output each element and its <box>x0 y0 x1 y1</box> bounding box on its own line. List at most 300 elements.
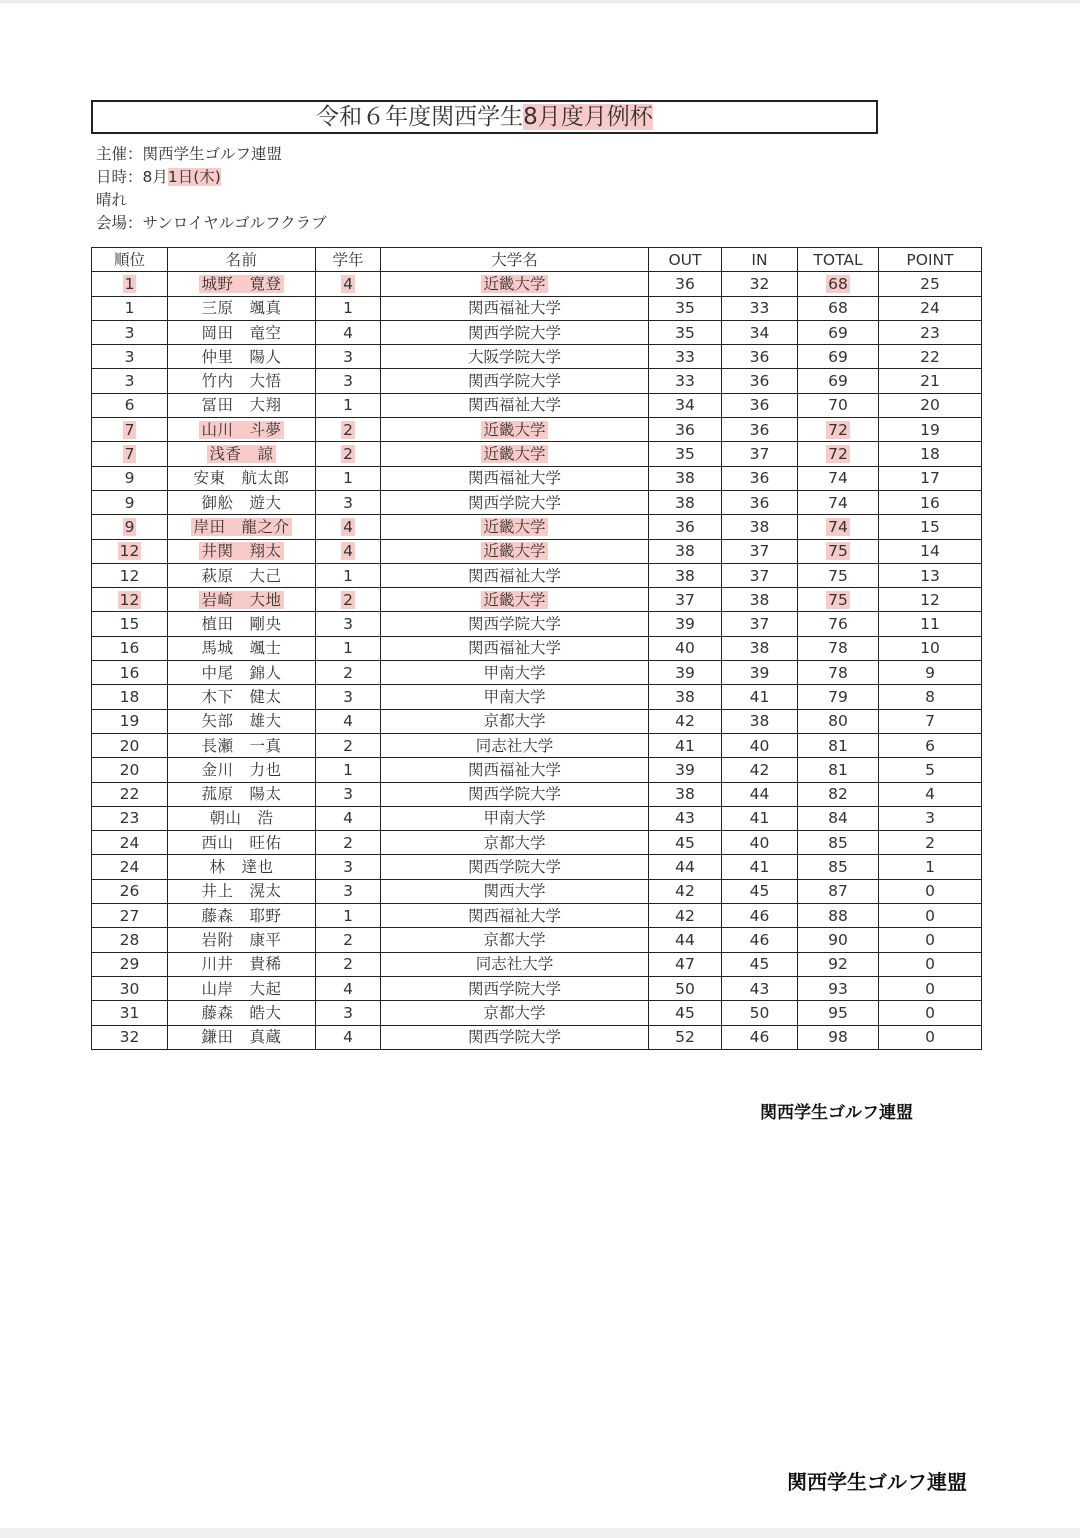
cell-rank-text: 3 <box>124 347 135 366</box>
cell-university <box>381 296 649 320</box>
cell-point-text: 0 <box>925 1028 935 1047</box>
header-total: TOTAL <box>798 248 879 272</box>
table-row <box>92 1001 982 1025</box>
cell-out-text: 50 <box>675 979 695 998</box>
cell-grade-text: 4 <box>343 1028 353 1047</box>
cell-out-text: 38 <box>675 469 695 488</box>
cell-grade <box>316 466 381 490</box>
cell-point <box>879 539 982 563</box>
cell-total-text: 70 <box>828 396 848 415</box>
cell-rank <box>92 904 168 928</box>
cell-out-text: 36 <box>675 517 695 536</box>
cell-name <box>168 782 316 806</box>
cell-out-text: 47 <box>675 955 695 974</box>
cell-rank <box>92 490 168 514</box>
cell-total-text: 82 <box>828 785 848 804</box>
cell-point <box>879 515 982 539</box>
cell-out <box>649 588 722 612</box>
cell-university-text: 関西学院大学 <box>467 979 561 998</box>
cell-point-text: 0 <box>925 979 935 998</box>
cell-grade-text: 2 <box>343 955 353 974</box>
cell-in-text: 36 <box>749 372 770 391</box>
cell-rank-text: 12 <box>119 542 140 561</box>
table-row <box>92 782 982 806</box>
table-row <box>92 272 982 296</box>
cell-name-text: 三原 颯真 <box>201 299 282 318</box>
cell-grade-text: 3 <box>343 858 353 877</box>
cell-name <box>168 466 316 490</box>
cell-university <box>381 928 649 952</box>
cell-name <box>168 490 316 514</box>
cell-rank <box>92 782 168 806</box>
cell-out <box>649 904 722 928</box>
cell-out-text: 36 <box>675 420 695 439</box>
cell-name <box>168 806 316 830</box>
table-row <box>92 661 982 685</box>
cell-total <box>798 831 879 855</box>
cell-point-text: 20 <box>920 396 940 415</box>
cell-total-text: 95 <box>828 1003 848 1022</box>
cell-name-text: 馬城 颯士 <box>201 639 282 658</box>
cell-rank <box>92 758 168 782</box>
cell-grade-text: 2 <box>343 663 353 682</box>
cell-point <box>879 1025 982 1049</box>
cell-total-text: 74 <box>828 493 848 512</box>
cell-in <box>722 272 798 296</box>
cell-total-text: 93 <box>828 979 848 998</box>
cell-total <box>798 636 879 660</box>
cell-in <box>722 904 798 928</box>
cell-grade-text: 1 <box>343 760 353 779</box>
cell-point <box>879 976 982 1000</box>
cell-total <box>798 928 879 952</box>
cell-in-text: 45 <box>749 882 770 901</box>
header-out: OUT <box>649 248 722 272</box>
cell-total-text: 75 <box>828 542 848 561</box>
cell-grade-text: 3 <box>343 615 353 634</box>
cell-university <box>381 539 649 563</box>
cell-name-text: 冨田 大翔 <box>201 396 282 415</box>
cell-in-text: 33 <box>749 299 770 318</box>
cell-point-text: 12 <box>920 590 940 609</box>
cell-name-text: 川井 貴稀 <box>201 955 282 974</box>
cell-name-text: 岡田 竜空 <box>201 323 282 342</box>
cell-total-text: 69 <box>828 372 848 391</box>
cell-total-text: 84 <box>828 809 848 828</box>
cell-university-text: 関西福祉大学 <box>467 906 561 925</box>
cell-grade <box>316 758 381 782</box>
cell-total <box>798 758 879 782</box>
cell-name <box>168 563 316 587</box>
cell-name-text: 菰原 陽太 <box>201 785 282 804</box>
cell-grade <box>316 782 381 806</box>
cell-grade <box>316 685 381 709</box>
cell-name <box>168 709 316 733</box>
table-row <box>92 733 982 757</box>
cell-total-text: 69 <box>828 347 848 366</box>
cell-grade-text: 2 <box>343 445 353 464</box>
cell-out-text: 39 <box>675 663 695 682</box>
cell-university-text: 近畿大学 <box>483 590 546 609</box>
cell-name <box>168 904 316 928</box>
cell-name-text: 城野 寛登 <box>201 274 282 293</box>
cell-rank-text: 1 <box>124 274 135 293</box>
cell-point <box>879 393 982 417</box>
cell-total <box>798 272 879 296</box>
cell-name <box>168 345 316 369</box>
cell-total-text: 88 <box>828 906 848 925</box>
cell-grade <box>316 539 381 563</box>
cell-grade-text: 3 <box>343 1003 353 1022</box>
table-row <box>92 563 982 587</box>
cell-grade <box>316 952 381 976</box>
cell-university-text: 大阪学院大学 <box>467 347 561 366</box>
table-row <box>92 588 982 612</box>
cell-total-text: 68 <box>828 299 848 318</box>
cell-rank <box>92 588 168 612</box>
cell-in <box>722 1001 798 1025</box>
cell-rank-text: 20 <box>119 760 140 779</box>
cell-rank <box>92 806 168 830</box>
cell-grade-text: 4 <box>343 809 353 828</box>
cell-university <box>381 879 649 903</box>
cell-out-text: 44 <box>675 930 695 949</box>
results-table <box>91 247 982 1050</box>
cell-grade-text: 3 <box>343 687 353 706</box>
cell-rank-text: 24 <box>119 858 140 877</box>
cell-out <box>649 758 722 782</box>
cell-point-text: 13 <box>920 566 940 585</box>
cell-point <box>879 345 982 369</box>
cell-total-text: 78 <box>828 639 848 658</box>
cell-rank-text: 7 <box>124 420 135 439</box>
cell-out <box>649 1025 722 1049</box>
cell-total <box>798 709 879 733</box>
cell-point-text: 8 <box>925 687 935 706</box>
cell-university <box>381 418 649 442</box>
signature-federation-bottom: 関西学生ゴルフ連盟 <box>787 1470 967 1494</box>
cell-grade <box>316 661 381 685</box>
cell-in-text: 37 <box>749 566 770 585</box>
cell-out-text: 38 <box>675 785 695 804</box>
cell-in <box>722 952 798 976</box>
cell-out <box>649 515 722 539</box>
cell-in <box>722 320 798 344</box>
table-row <box>92 1025 982 1049</box>
cell-grade <box>316 709 381 733</box>
cell-rank <box>92 636 168 660</box>
cell-rank <box>92 612 168 636</box>
cell-name <box>168 855 316 879</box>
cell-grade <box>316 345 381 369</box>
table-header-row <box>92 248 982 272</box>
cell-out <box>649 685 722 709</box>
cell-in <box>722 661 798 685</box>
weather-line: 晴れ <box>96 191 128 209</box>
cell-out-text: 52 <box>675 1028 695 1047</box>
cell-point <box>879 612 982 636</box>
cell-grade <box>316 1025 381 1049</box>
cell-rank <box>92 418 168 442</box>
cell-university <box>381 758 649 782</box>
cell-total-text: 85 <box>828 833 848 852</box>
cell-in <box>722 296 798 320</box>
cell-university <box>381 855 649 879</box>
cell-name-text: 矢部 雄大 <box>201 712 282 731</box>
cell-university-text: 関西学院大学 <box>467 615 561 634</box>
table-row <box>92 976 982 1000</box>
table-row <box>92 418 982 442</box>
cell-rank-text: 12 <box>119 566 140 585</box>
header-university: 大学名 <box>381 248 649 272</box>
cell-out-text: 44 <box>675 858 695 877</box>
cell-point-text: 5 <box>925 760 935 779</box>
cell-grade <box>316 320 381 344</box>
cell-in-text: 36 <box>749 396 770 415</box>
table-row <box>92 296 982 320</box>
cell-name <box>168 393 316 417</box>
cell-grade <box>316 831 381 855</box>
cell-name-text: 岩附 康平 <box>201 930 282 949</box>
cell-in <box>722 855 798 879</box>
cell-total <box>798 515 879 539</box>
cell-name <box>168 369 316 393</box>
cell-in <box>722 733 798 757</box>
cell-point-text: 2 <box>925 833 935 852</box>
cell-in-text: 46 <box>749 1028 770 1047</box>
cell-out <box>649 369 722 393</box>
table-row <box>92 952 982 976</box>
cell-rank-text: 15 <box>119 615 140 634</box>
cell-name-text: 岸田 龍之介 <box>193 517 290 536</box>
cell-name <box>168 661 316 685</box>
cell-rank <box>92 879 168 903</box>
cell-name-text: 山岸 大起 <box>201 979 282 998</box>
cell-university-text: 関西学院大学 <box>467 858 561 877</box>
title-prefix: 令和６年度関西学生 <box>316 104 524 130</box>
cell-university-text: 同志社大学 <box>475 736 554 755</box>
cell-name <box>168 1001 316 1025</box>
cell-total <box>798 369 879 393</box>
cell-out <box>649 393 722 417</box>
cell-in-text: 46 <box>749 930 770 949</box>
cell-rank <box>92 1025 168 1049</box>
cell-out-text: 38 <box>675 687 695 706</box>
cell-in <box>722 393 798 417</box>
cell-point-text: 24 <box>920 299 940 318</box>
cell-rank <box>92 369 168 393</box>
cell-out-text: 35 <box>675 445 695 464</box>
cell-grade-text: 3 <box>343 347 353 366</box>
cell-total-text: 76 <box>828 615 848 634</box>
cell-point <box>879 636 982 660</box>
cell-name <box>168 685 316 709</box>
cell-out-text: 38 <box>675 493 695 512</box>
cell-university-text: 京都大学 <box>483 1003 546 1022</box>
cell-name-text: 竹内 大悟 <box>201 372 282 391</box>
cell-university <box>381 272 649 296</box>
cell-grade-text: 1 <box>343 299 353 318</box>
cell-point <box>879 272 982 296</box>
cell-university <box>381 709 649 733</box>
cell-point <box>879 320 982 344</box>
cell-in <box>722 515 798 539</box>
cell-rank-text: 22 <box>119 785 140 804</box>
cell-rank <box>92 733 168 757</box>
cell-university-text: 近畿大学 <box>483 420 546 439</box>
cell-point-text: 18 <box>920 445 940 464</box>
cell-grade <box>316 1001 381 1025</box>
cell-total-text: 92 <box>828 955 848 974</box>
cell-name <box>168 879 316 903</box>
cell-in-text: 42 <box>749 760 770 779</box>
cell-grade-text: 4 <box>343 979 353 998</box>
table-row <box>92 612 982 636</box>
cell-university-text: 京都大学 <box>483 833 546 852</box>
table-row <box>92 369 982 393</box>
cell-point-text: 0 <box>925 930 935 949</box>
cell-rank-text: 3 <box>124 323 135 342</box>
cell-total-text: 74 <box>828 469 848 488</box>
cell-rank <box>92 952 168 976</box>
cell-rank-text: 29 <box>119 955 140 974</box>
signature-federation: 関西学生ゴルフ連盟 <box>760 1103 913 1123</box>
cell-name-text: 井関 翔太 <box>201 542 282 561</box>
cell-point <box>879 831 982 855</box>
cell-out <box>649 345 722 369</box>
cell-total <box>798 1001 879 1025</box>
cell-rank <box>92 345 168 369</box>
table-row <box>92 345 982 369</box>
cell-name-text: 鎌田 真蔵 <box>201 1028 282 1047</box>
cell-total <box>798 466 879 490</box>
cell-total-text: 78 <box>828 663 848 682</box>
cell-out-text: 37 <box>675 590 695 609</box>
cell-in-text: 38 <box>749 639 770 658</box>
cell-in <box>722 831 798 855</box>
cell-rank-text: 3 <box>124 372 135 391</box>
cell-grade <box>316 636 381 660</box>
cell-grade <box>316 490 381 514</box>
cell-point <box>879 855 982 879</box>
cell-in-text: 36 <box>749 420 770 439</box>
cell-total-text: 79 <box>828 687 848 706</box>
cell-university-text: 関西学院大学 <box>467 372 561 391</box>
cell-out-text: 39 <box>675 760 695 779</box>
table-row <box>92 904 982 928</box>
cell-university-text: 京都大学 <box>483 712 546 731</box>
cell-total <box>798 782 879 806</box>
cell-rank-text: 19 <box>119 712 140 731</box>
cell-total <box>798 952 879 976</box>
cell-rank-text: 7 <box>124 445 135 464</box>
cell-rank <box>92 661 168 685</box>
cell-rank <box>92 1001 168 1025</box>
cell-rank-text: 32 <box>119 1028 140 1047</box>
cell-total-text: 69 <box>828 323 848 342</box>
cell-point-text: 0 <box>925 882 935 901</box>
cell-out-text: 33 <box>675 347 695 366</box>
cell-name <box>168 515 316 539</box>
date-prefix: 日時：8月 <box>96 168 168 186</box>
table-row <box>92 466 982 490</box>
cell-point-text: 15 <box>920 517 940 536</box>
cell-name-text: 金川 力也 <box>201 760 282 779</box>
cell-university <box>381 976 649 1000</box>
results-body <box>92 272 982 1050</box>
cell-in <box>722 976 798 1000</box>
cell-university-text: 関西福祉大学 <box>467 396 561 415</box>
cell-point <box>879 928 982 952</box>
cell-university <box>381 1025 649 1049</box>
cell-university-text: 関西福祉大学 <box>467 760 561 779</box>
cell-point-text: 14 <box>920 542 940 561</box>
cell-in <box>722 685 798 709</box>
cell-grade <box>316 393 381 417</box>
cell-total-text: 85 <box>828 858 848 877</box>
cell-name-text: 浅香 諒 <box>209 445 274 464</box>
cell-in <box>722 879 798 903</box>
cell-grade-text: 2 <box>343 736 353 755</box>
cell-point <box>879 952 982 976</box>
cell-grade <box>316 515 381 539</box>
page-title <box>91 100 878 134</box>
cell-name <box>168 272 316 296</box>
cell-total <box>798 393 879 417</box>
table-row <box>92 709 982 733</box>
cell-point <box>879 1001 982 1025</box>
cell-in-text: 36 <box>749 469 770 488</box>
cell-out <box>649 976 722 1000</box>
cell-point-text: 3 <box>925 809 935 828</box>
cell-in-text: 37 <box>749 445 770 464</box>
cell-total <box>798 418 879 442</box>
cell-grade <box>316 928 381 952</box>
cell-total-text: 72 <box>828 445 848 464</box>
cell-grade <box>316 418 381 442</box>
cell-university <box>381 515 649 539</box>
cell-university <box>381 442 649 466</box>
table-row <box>92 879 982 903</box>
cell-name-text: 山川 斗夢 <box>201 420 282 439</box>
cell-grade <box>316 855 381 879</box>
cell-point <box>879 418 982 442</box>
cell-rank <box>92 515 168 539</box>
cell-university <box>381 369 649 393</box>
cell-university-text: 関西福祉大学 <box>467 469 561 488</box>
table-row <box>92 539 982 563</box>
cell-in-text: 39 <box>749 663 770 682</box>
cell-point-text: 17 <box>920 469 940 488</box>
cell-rank-text: 16 <box>119 663 140 682</box>
cell-university-text: 関西大学 <box>483 882 546 901</box>
cell-point-text: 19 <box>920 420 940 439</box>
cell-point <box>879 879 982 903</box>
cell-name <box>168 976 316 1000</box>
cell-grade-text: 3 <box>343 785 353 804</box>
cell-out <box>649 636 722 660</box>
cell-grade-text: 4 <box>343 542 353 561</box>
cell-out <box>649 709 722 733</box>
cell-grade-text: 4 <box>343 274 353 293</box>
cell-out <box>649 806 722 830</box>
cell-in <box>722 1025 798 1049</box>
cell-grade-text: 1 <box>343 639 353 658</box>
cell-out <box>649 855 722 879</box>
cell-out-text: 35 <box>675 323 695 342</box>
cell-out <box>649 466 722 490</box>
cell-rank-text: 24 <box>119 833 140 852</box>
